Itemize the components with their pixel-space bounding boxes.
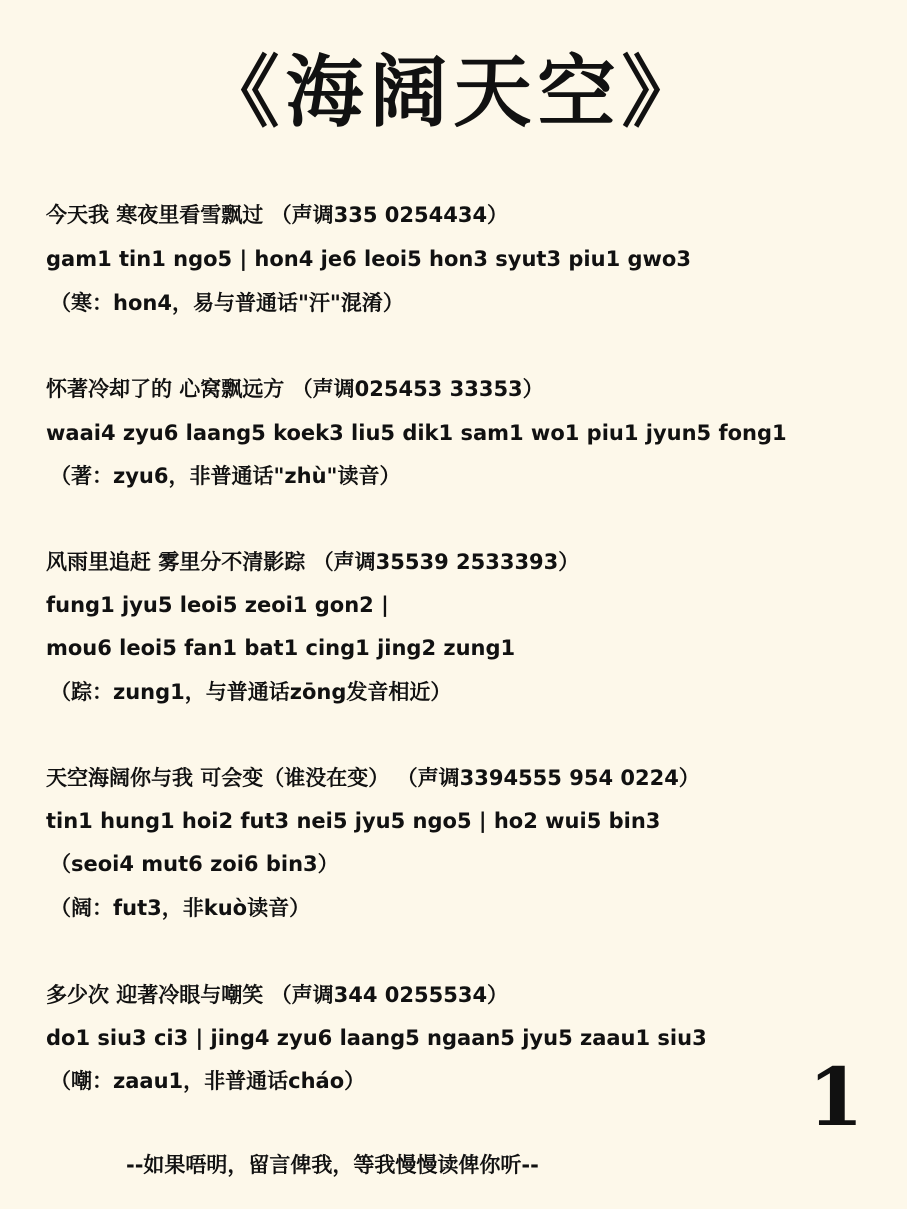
lyric-line-3: 风雨里追赶 雾里分不清影踪 （声调35539 2533393） [46,550,580,574]
song-title: 《海阔天空》 [201,48,706,138]
romanization-note-4: （seoi4 mut6 zoi6 bin3） [50,852,339,876]
romanization-line-3b: mou6 leoi5 fan1 bat1 cing1 jing2 zung1 [46,636,516,660]
page-number: 1 [808,1050,864,1144]
pronunciation-note-1: （寒：hon4，易与普通话"汗"混淆） [50,291,404,315]
romanization-line-5: do1 siu3 ci3 | jing4 zyu6 laang5 ngaan5 jyu5 zaau1 siu3 [46,1026,707,1050]
romanization-line-4: tin1 hung1 hoi2 fut3 nei5 jyu5 ngo5 | ho2 wui5 bin3 [46,809,661,833]
romanization-line-2: waai4 zyu6 laang5 koek3 liu5 dik1 sam1 wo1 piu1 jyun5 fong1 [46,421,787,445]
romanization-line-1: gam1 tin1 ngo5 | hon4 je6 leoi5 hon3 syut3 piu1 gwo3 [46,247,691,271]
pronunciation-note-5: （嘲：zaau1，非普通话cháo） [50,1069,366,1093]
lyric-line-4: 天空海阔你与我 可会变（谁没在变） （声调3394555 954 0224） [46,766,700,790]
pronunciation-note-4: （阔：fut3，非kuò读音） [50,896,311,920]
romanization-line-3a: fung1 jyu5 leoi5 zeoi1 gon2 | [46,593,389,617]
pronunciation-note-3: （踪：zung1，与普通话zōng发音相近） [50,680,452,704]
lyric-line-1: 今天我 寒夜里看雪飘过 （声调335 0254434） [46,203,509,227]
pronunciation-note-2: （著：zyu6，非普通话"zhù"读音） [50,464,401,488]
lyric-line-5: 多少次 迎著冷眼与嘲笑 （声调344 0255534） [46,983,509,1007]
footer-caption: --如果唔明，留言俾我，等我慢慢读俾你听-- [126,1153,539,1177]
lyric-line-2: 怀著冷却了的 心窝飘远方 （声调025453 33353） [46,377,544,401]
